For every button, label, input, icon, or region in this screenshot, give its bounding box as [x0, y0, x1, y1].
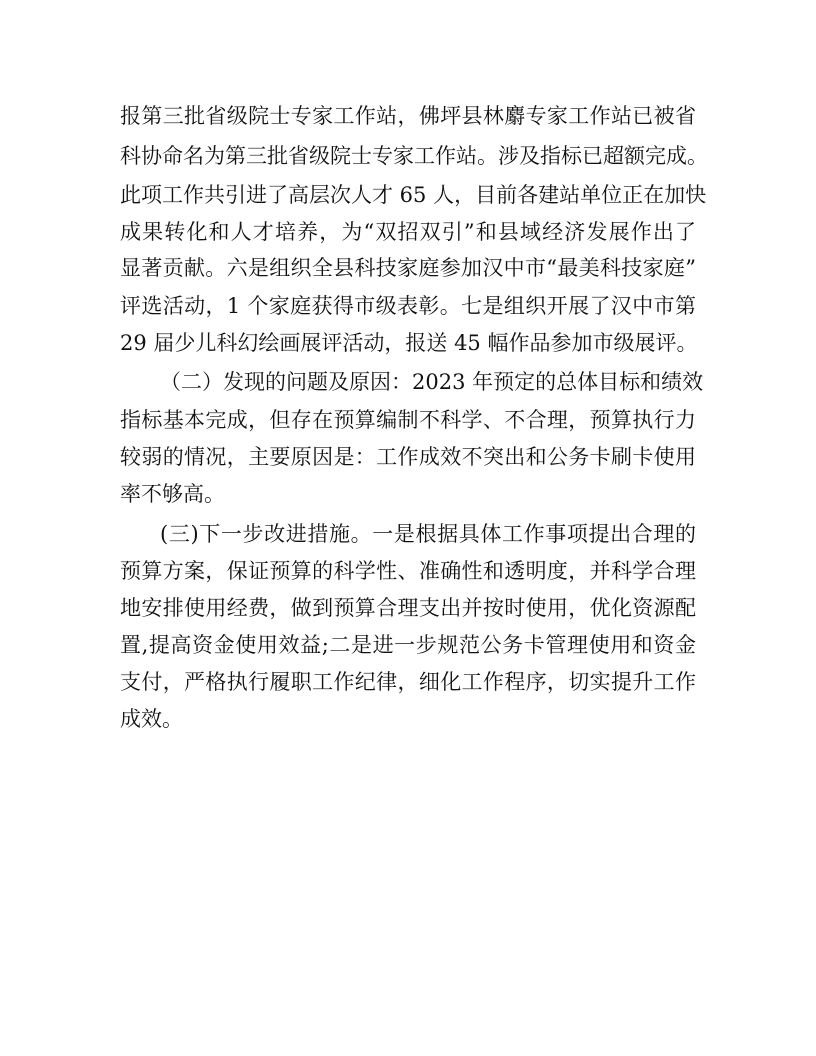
paragraph-3-line-1: (三)下一步改进措施。一是根据具体工作事项提出合理的 [160, 522, 696, 546]
paragraph-1-line-7: 29 届少儿科幻绘画展评活动，报送 45 幅作品参加市级展评。 [120, 331, 698, 355]
paragraph-1-line-6: 评选活动，1 个家庭获得市级表彰。七是组织开展了汉中市第 [120, 294, 696, 318]
paragraph-3-line-5: 支付，严格执行履职工作纪律，细化工作程序，切实提升工作 [120, 670, 696, 694]
paragraph-3-line-2: 预算方案，保证预算的科学性、准确性和透明度，并科学合理 [120, 559, 696, 583]
paragraph-1-line-2: 科协命名为第三批省级院士专家工作站。涉及指标已超额完成。 [120, 144, 708, 168]
paragraph-1-line-1: 报第三批省级院士专家工作站，佛坪县林麝专家工作站已被省 [120, 104, 696, 128]
paragraph-2-line-4: 率不够高。 [120, 482, 225, 506]
paragraph-1-line-3: 此项工作共引进了高层次人才 65 人，目前各建站单位正在加快 [120, 183, 707, 207]
paragraph-2-line-2: 指标基本完成，但存在预算编制不科学、不合理，预算执行力 [120, 408, 696, 432]
paragraph-3-line-6: 成效。 [120, 707, 183, 731]
paragraph-1-line-5: 显著贡献。六是组织全县科技家庭参加汉中市“最美科技家庭” [120, 256, 696, 280]
paragraph-1-line-4: 成果转化和人才培养，为“双招双引”和县域经济发展作出了 [120, 220, 696, 244]
paragraph-3-line-3: 地安排使用经费，做到预算合理支出并按时使用，优化资源配 [120, 596, 696, 620]
paragraph-2-line-3: 较弱的情况，主要原因是：工作成效不突出和公务卡刷卡使用 [120, 445, 696, 469]
paragraph-2-line-1: （二）发现的问题及原因：2023 年预定的总体目标和绩效 [160, 370, 704, 394]
paragraph-3-line-4: 置,提高资金使用效益;二是进一步规范公务卡管理使用和资金 [120, 633, 696, 657]
